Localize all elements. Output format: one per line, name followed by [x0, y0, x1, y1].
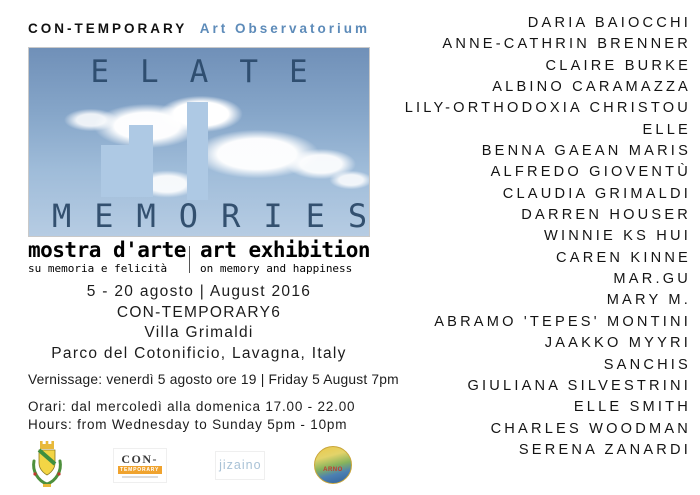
arno-badge-logo — [314, 446, 352, 484]
con-temporary-logo-text: CON- — [121, 451, 158, 466]
artist-name: LILY-ORTHODOXIA CHRISTOU — [404, 100, 691, 117]
artist-name: JAAKKO MYYRI — [544, 335, 691, 352]
date-venue-line: Villa Grimaldi — [144, 324, 254, 341]
subtitle-row — [28, 239, 370, 275]
artist-name: GIULIANA SILVESTRINI — [467, 377, 691, 394]
artist-name: WINNIE KS HUI — [543, 228, 691, 245]
con-temporary-logo-rule — [122, 476, 158, 478]
hours-english: Hours: from Wednesday to Sunday 5pm - 10pm — [28, 416, 348, 432]
sky-photo — [28, 47, 391, 237]
artist-name: ELLE SMITH — [573, 399, 691, 416]
hero-title-memories: MEMORIES — [52, 197, 391, 235]
date-venue-line: 5 - 20 agosto | August 2016 — [86, 283, 312, 300]
artist-name: CHARLES WOODMAN — [490, 420, 691, 437]
con-temporary-logo-strip: TEMPORARY — [118, 466, 162, 474]
artist-name: CLAIRE BURKE — [545, 57, 691, 74]
subtitle-italian — [28, 239, 189, 275]
brand-suffix: Art Observatorium — [199, 21, 370, 36]
date-venue-line: Parco del Cotonificio, Lavagna, Italy — [51, 344, 347, 362]
artist-name: DARIA BAIOCCHI — [527, 15, 691, 31]
artist-name: CAREN KINNE — [556, 249, 691, 266]
artist-name: ALBINO CARAMAZZA — [492, 79, 691, 96]
artist-name: MAR.GU — [613, 271, 691, 288]
logo-row — [30, 440, 352, 490]
jizaino-logo-text: jizaino — [219, 457, 262, 472]
subtitle-english-sub: on memory and happiness — [199, 262, 353, 275]
subtitle-english-title: art exhibition — [199, 238, 370, 262]
con-temporary-logo — [113, 448, 167, 483]
artist-name: ABRAMO 'TEPES' MONTINI — [434, 313, 691, 330]
artist-name: SERENA ZANARDI — [518, 441, 691, 458]
brand-wordmark: CON-TEMPORARY — [28, 21, 188, 36]
header — [28, 21, 370, 36]
artist-name: ALFREDO GIOVENTÙ — [490, 164, 691, 181]
hero-title-elate: ELATE — [90, 54, 339, 90]
jizaino-logo — [215, 451, 265, 480]
logo-cutout-arm — [129, 125, 153, 147]
artist-list — [405, 13, 691, 461]
artist-name: BENNA GAEAN MARIS — [481, 143, 691, 160]
artist-name: SANCHIS — [603, 356, 691, 373]
artist-name: ELLE — [642, 121, 691, 138]
logo-cutout-bar — [187, 102, 208, 200]
subtitle-italian-sub: su memoria e felicità — [28, 262, 168, 275]
artist-name: MARY M. — [606, 292, 691, 309]
date-venue-block — [28, 282, 370, 364]
arno-badge-text: ARNO — [323, 467, 343, 473]
artist-name: CLAUDIA GRIMALDI — [502, 185, 691, 202]
artist-name: DARREN HOUSER — [521, 207, 691, 224]
artist-name: ANNE-CATHRIN BRENNER — [442, 36, 691, 53]
opening-hours-block — [28, 398, 388, 433]
hours-italian: Orari: dal mercoledì alla domenica 17.00 - 22.00 — [28, 399, 356, 414]
subtitle-english — [190, 239, 370, 275]
logo-cutout-square — [101, 145, 153, 197]
subtitle-italian-title: mostra d'arte — [28, 238, 186, 262]
lavagna-crest-logo — [30, 441, 64, 489]
vernissage-line: Vernissage: venerdì 5 agosto ore 19 | Friday 5 August 7pm — [28, 372, 399, 387]
date-venue-line: CON-TEMPORARY6 — [116, 303, 282, 321]
